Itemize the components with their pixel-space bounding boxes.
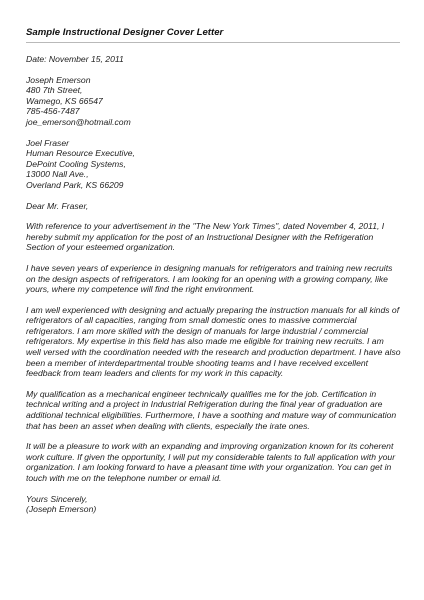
paragraph-1 — [26, 221, 402, 253]
paragraph-line: It will be a pleasure to work with an expanding and improving organization known for its coherent — [26, 441, 394, 452]
paragraph-line: hereby submit my application for the post of an Instructional Designer with the Refrigeration — [26, 231, 374, 242]
recipient-company: DePoint Cooling Systems, — [26, 158, 126, 169]
document-title: Sample Instructional Designer Cover Letter — [26, 27, 224, 38]
paragraph-line: refrigerators. I am more skilled with the design of manuals for large industrial / commercial — [26, 325, 368, 336]
paragraph-line: work culture. If given the opportunity, I will put my considerable talents to full application with your — [26, 451, 396, 462]
paragraph-2 — [26, 263, 402, 295]
paragraph-4 — [26, 389, 402, 431]
sender-address — [26, 75, 402, 128]
paragraph-line: feedback from team leaders and clients for my work in this capacity. — [26, 368, 284, 379]
recipient-title: Human Resource Executive, — [26, 148, 135, 159]
sender-phone: 785-456-7487 — [26, 106, 80, 117]
salutation-line: Dear Mr. Fraser, — [26, 200, 89, 211]
paragraph-line: I have seven years of experience in designing manuals for refrigerators and training new recruits — [26, 262, 393, 273]
sender-city: Wamego, KS 66547 — [26, 95, 103, 106]
paragraph-line: Section of your esteemed organization. — [26, 242, 176, 253]
recipient-street: 13000 Nall Ave., — [26, 169, 89, 180]
paragraph-line: additional technical eligibilities. Furthermore, I have a soothing and mature way of communication — [26, 410, 397, 421]
paragraph-line: organization. I am looking forward to have a pleasant time with your organization. You can get in — [26, 462, 392, 473]
sender-name: Joseph Emerson — [26, 74, 91, 85]
paragraph-line: that has been an asset when dealing with clients, especially the irate ones. — [26, 420, 310, 431]
paragraph-line: With reference to your advertisement in the "The New York Times", dated November 4, 2011, I — [26, 221, 385, 232]
sender-email: joe_emerson@hotmail.com — [26, 116, 131, 127]
paragraph-line: on the design aspects of refrigerators. I am looking for an opening with a growing company, like — [26, 273, 388, 284]
paragraph-line: refrigerators of all capacities, ranging from small domestic ones to massive commercial — [26, 315, 357, 326]
letter-date — [26, 54, 402, 65]
sender-street: 480 7th Street, — [26, 85, 83, 96]
paragraph-line: My qualification as a mechanical engineer technically qualifies me for the job. Certification in — [26, 388, 377, 399]
recipient-city: Overland Park, KS 66209 — [26, 179, 124, 190]
paragraph-5 — [26, 441, 402, 483]
closing-line: Yours Sincerely, — [26, 493, 88, 504]
recipient-name: Joel Fraser — [26, 137, 69, 148]
paragraph-line: touch with me on the telephone number or email id. — [26, 473, 222, 483]
recipient-address — [26, 138, 402, 191]
paragraph-line: technical writing and a project in Industrial Refrigeration during the final year of graduation are — [26, 399, 383, 410]
paragraph-line: I am well experienced with designing and actually preparing the instruction manuals for all kinds of — [26, 304, 400, 315]
paragraph-line: refrigerators. My expertise in this field has also made me eligible for training new recruits. I am — [26, 336, 384, 347]
paragraph-3 — [26, 305, 402, 379]
paragraph-line: well versed with the coordination needed with the research and production department. I have also — [26, 347, 401, 358]
signature-line: (Joseph Emerson) — [26, 504, 97, 515]
paragraph-line: been a member of interdepartmental trouble shooting teams and I have received excellent — [26, 357, 369, 368]
closing — [26, 494, 402, 515]
paragraph-line: yours, where my competence will find the right environment. — [26, 284, 255, 295]
cover-letter-page — [26, 27, 402, 515]
date-line: Date: November 15, 2011 — [26, 54, 124, 64]
title-divider — [26, 42, 400, 43]
salutation — [26, 201, 402, 212]
